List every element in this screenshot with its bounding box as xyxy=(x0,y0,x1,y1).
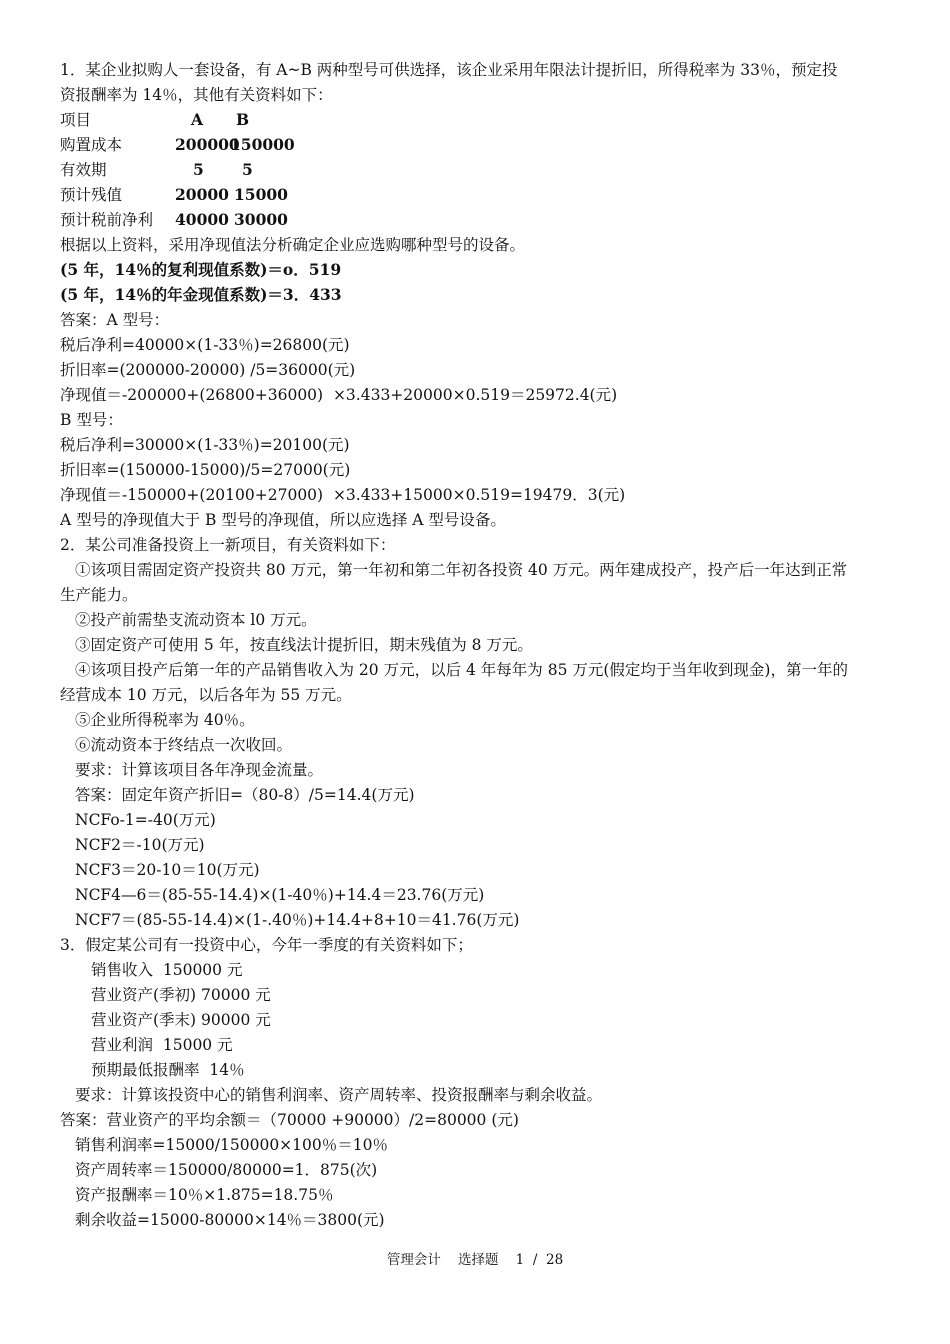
q2-item: ③固定资产可使用 5 年，按直线法计提折旧，期末残值为 8 万元。 xyxy=(75,636,533,654)
table-cell: 5 xyxy=(193,160,204,179)
table-row-label: 有效期 xyxy=(60,161,107,179)
q3-data: 预期最低报酬率 14％ xyxy=(91,1061,245,1079)
q1-answer-line: A 型号的净现值大于 B 型号的净现值，所以应选择 A 型号设备。 xyxy=(60,511,506,529)
q2-answer: NCFo-1=-40(万元) xyxy=(75,811,216,829)
q1-answer-line: B 型号： xyxy=(60,411,123,429)
q2-answer: NCF7＝(85-55-14.4)×(1-.40％)+14.4+8+10＝41.76(万元) xyxy=(75,911,520,929)
q3-answer: 资产报酬率＝10％×1.875=18.75％ xyxy=(75,1186,334,1204)
table-row-label: 预计残值 xyxy=(60,186,123,204)
table-cell: 200000 xyxy=(175,135,240,154)
q2-item: 生产能力。 xyxy=(60,586,138,604)
q2-answer: NCF3＝20-10＝10(万元) xyxy=(75,861,260,879)
q1-answer-line: 净现值＝-200000+(26800+36000) ×3.433+20000×0.519＝25972.4(元) xyxy=(60,386,618,404)
q2-requirement: 要求：计算该项目各年净现金流量。 xyxy=(75,761,324,779)
table-cell: 40000 xyxy=(175,210,229,229)
q3-data: 营业资产(季末) 90000 元 xyxy=(91,1011,271,1029)
q2-answer: NCF2＝-10(万元) xyxy=(75,836,205,854)
q3-title: 3．假定某公司有一投资中心，今年一季度的有关资料如下； xyxy=(60,936,473,954)
q2-item: ⑥流动资本于终结点一次收回。 xyxy=(75,736,293,754)
table-cell: 150000 xyxy=(230,135,295,154)
q3-data: 销售收入 150000 元 xyxy=(91,961,243,979)
table-cell: 20000 xyxy=(175,185,229,204)
table-cell: 30000 xyxy=(234,210,288,229)
table-header-item: 项目 xyxy=(60,111,92,129)
q3-answer: 剩余收益=15000-80000×14％＝3800(元) xyxy=(75,1211,385,1229)
q1-answer-line: 税后净利=30000×(1-33％)=20100(元) xyxy=(60,436,350,454)
q1-line2: 资报酬率为 14％，其他有关资料如下： xyxy=(60,86,333,104)
q1-answer-line: 折旧率=(150000-15000)/5=27000(元) xyxy=(60,461,351,479)
table-header-b: B xyxy=(236,110,250,129)
q3-answer: 销售利润率=15000/150000×100％＝10％ xyxy=(75,1136,388,1154)
q1-line1: 1．某企业拟购人一套设备，有 A~B 两种型号可供选择，该企业采用年限法计提折旧，所得税率为 33％，预定投 xyxy=(60,61,838,79)
q3-data: 营业资产(季初) 70000 元 xyxy=(91,986,271,1004)
page-footer: 管理会计 选择题 1 / 28 xyxy=(386,1252,564,1268)
q1-answer-line: 税后净利=40000×(1-33％)=26800(元) xyxy=(60,336,350,354)
q2-item: ⑤企业所得税率为 40％。 xyxy=(75,711,255,729)
q2-item: ②投产前需垫支流动资本 l0 万元。 xyxy=(75,611,317,629)
table-cell: 5 xyxy=(242,160,253,179)
q1-answer-line: 答案：A 型号： xyxy=(60,311,170,329)
q3-requirement: 要求：计算该投资中心的销售利润率、资产周转率、投资报酬率与剩余收益。 xyxy=(75,1086,603,1104)
q2-title: 2．某公司准备投资上一新项目，有关资料如下： xyxy=(60,536,396,554)
q3-answer: 答案：营业资产的平均余额＝（70000 +90000）/2=80000 (元) xyxy=(60,1111,519,1129)
q1-answer-line: 净现值＝-150000+(20100+27000) ×3.433+15000×0.519=19479．3(元) xyxy=(60,486,626,504)
q2-item: ①该项目需固定资产投资共 80 万元，第一年初和第二年初各投资 40 万元。两年建成投产，投产后一年达到正常 xyxy=(75,561,848,579)
table-header-a: A xyxy=(191,110,204,129)
q1-factor1: (5 年，14％的复利现值系数)＝o．519 xyxy=(60,260,342,279)
q2-item: ④该项目投产后第一年的产品销售收入为 20 万元，以后 4 年每年为 85 万元(假定均于当年收到现金)，第一年的 xyxy=(75,661,848,679)
q3-data: 营业利润 15000 元 xyxy=(91,1036,233,1054)
q1-factor2: (5 年，14％的年金现值系数)＝3．433 xyxy=(60,285,342,304)
q1-answer-line: 折旧率=(200000-20000) /5=36000(元) xyxy=(60,361,356,379)
table-row-label: 预计税前净利 xyxy=(60,211,154,229)
q2-item: 经营成本 10 万元，以后各年为 55 万元。 xyxy=(60,686,352,704)
q2-answer: NCF4—6＝(85-55-14.4)×(1-40％)+14.4＝23.76(万元) xyxy=(75,886,485,904)
q3-answer: 资产周转率＝150000/80000=1．875(次) xyxy=(75,1161,378,1179)
q1-instruction: 根据以上资料，采用净现值法分析确定企业应选购哪种型号的设备。 xyxy=(60,236,526,254)
q2-answer: 答案：固定年资产折旧=（80-8）/5=14.4(万元) xyxy=(75,786,415,804)
table-row-label: 购置成本 xyxy=(60,136,123,154)
table-cell: 15000 xyxy=(234,185,288,204)
